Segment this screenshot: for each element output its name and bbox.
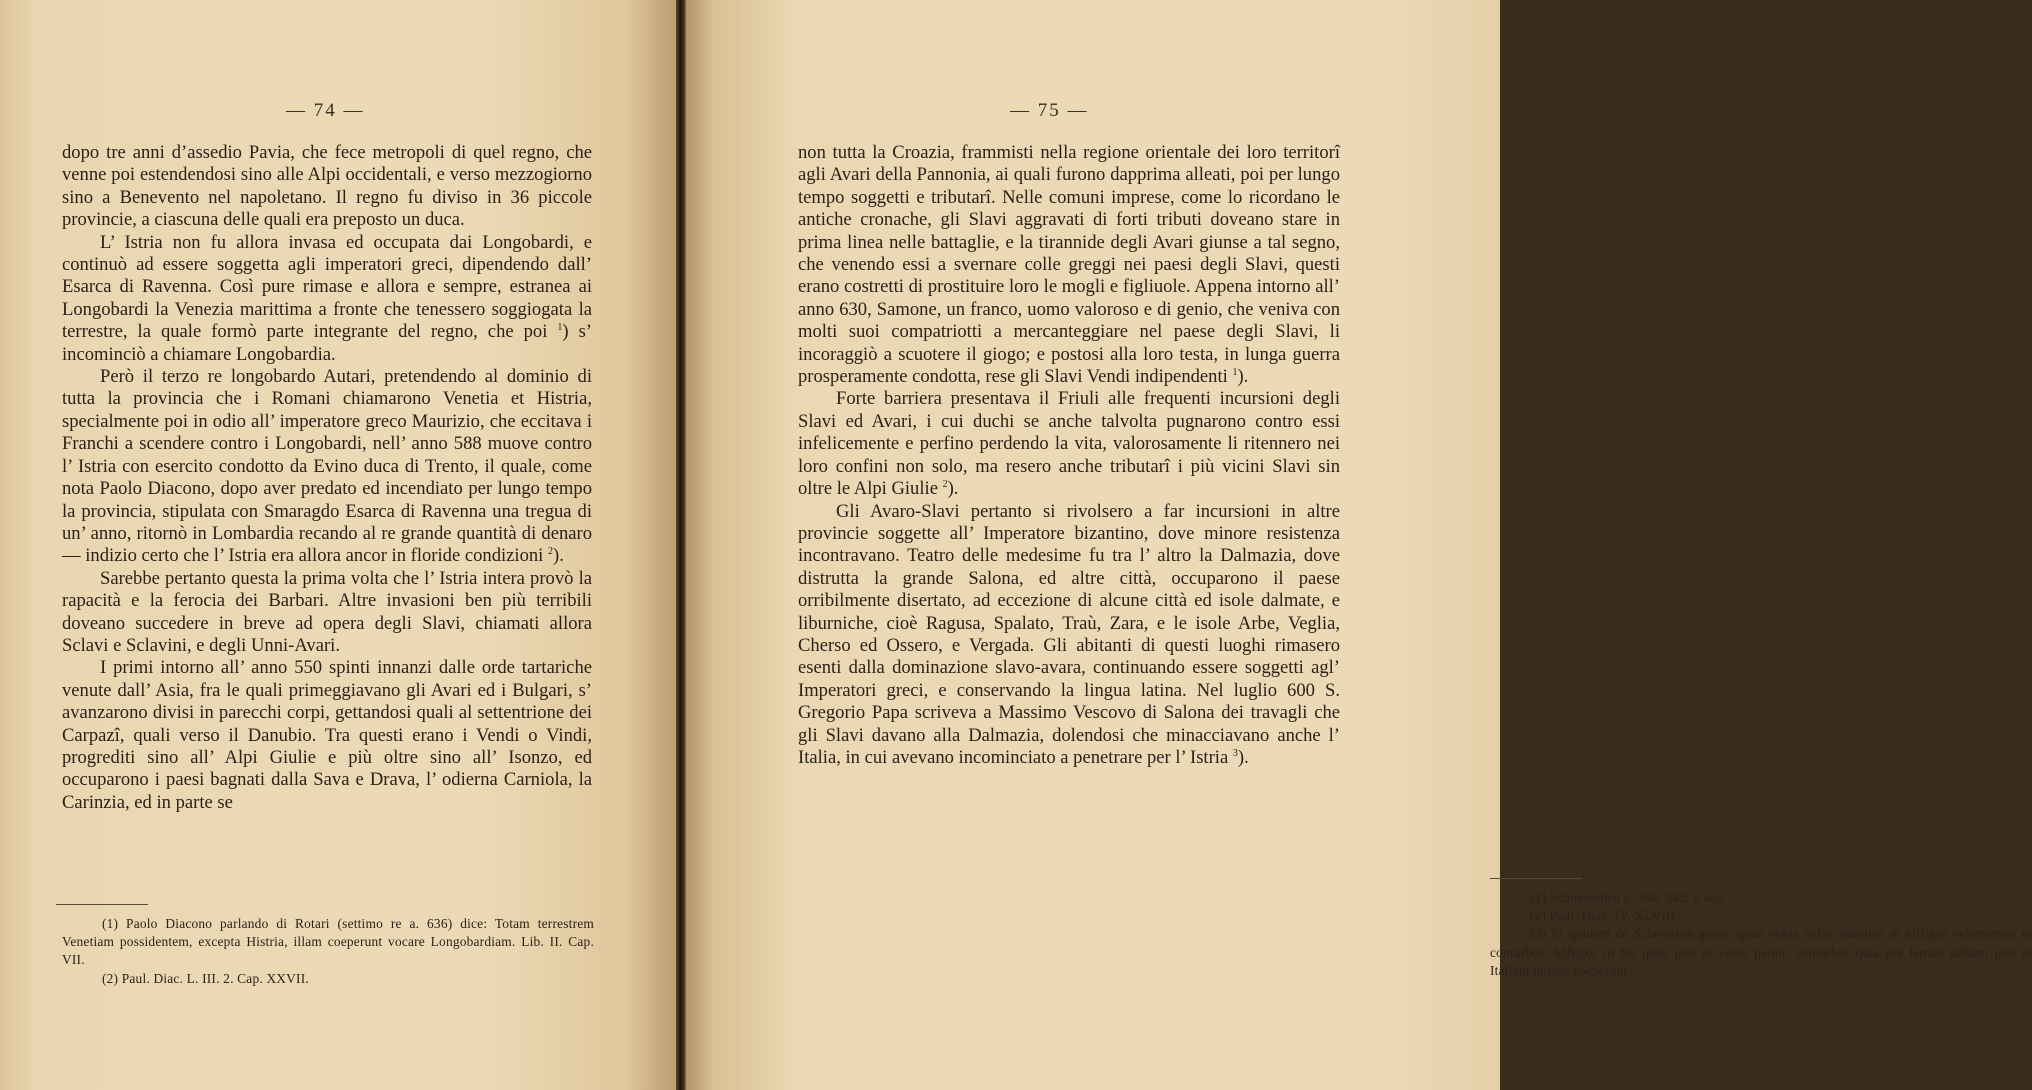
paragraph-text: ). (1237, 366, 1249, 388)
footnote-marker: 2 (548, 546, 553, 558)
right-page (680, 0, 2032, 1090)
footnote: (3) Et quidem de Sclavorum gente, quae vobis valde imminet et affligor vehementer et conturbor. Affligor in his quae jam in vobis patior, conturbor quia per Istriae aditum jam in Italiam intrare coeperunt. (1490, 926, 2032, 978)
paragraph (62, 366, 592, 568)
paragraph-text: L’ Istria non fu allora invasa ed occupata dai Longobardi, e continuò ad essere soggetta agli imperatori greci, dipendendo dall’ Esarca di Ravenna. Così pure rimase e allora e sempre, estranea ai Longobardi la Venezia marittima a fronte che tenessero soggiogata la terrestre, la quale formò parte integrante del regno, che poi (62, 231, 592, 343)
footnote-rule (1490, 878, 1582, 879)
paragraph: dopo tre anni d’assedio Pavia, che fece metropoli di quel regno, che venne poi estendendosi sino alle Alpi occidentali, e verso mezzogiorno sino a Benevento nel napoletano. Il regno fu diviso in 36 piccole provincie, a ciascuna delle quali era preposto un duca. (62, 142, 592, 231)
paragraph: L’ Istria non fu allora invasa ed occupata dai Longobardi, e continuò ad essere soggetta agli imperatori greci, dipendendo dall’ Esarca di Ravenna. Così pure rimase e allora e sempre, estranea ai Longobardi la Venezia marittima a fronte che tenessero soggiogata la terrestre, la quale formò parte integrante del regno, che poi $^1$) s’ incominciò a chiamare Longobardia. (62, 231, 592, 365)
paragraph: Sarebbe pertanto questa la prima volta che l’ Istria intera provò la rapacità e la ferocia dei Barbari. Altre invasioni ben più terribili doveano succedere in breve ad opera degli Slavi, chiamati allora Sclavi e Sclavini, e degli Unni-Avari. (62, 567, 592, 656)
paragraph: I primi intorno all’ anno 550 spinti innanzi dalle orde tartariche venute dall’ Asia, fra le quali primeggiavano gli Avari ed i Bulgari, s’ avanzarono divisi in parecchi corpi, gettandosi quali al settentrione dei Carpazî, quali verso il Danubio. Tra questi erano i Vendi o Vindi, progrediti sino all’ Alpi Giulie e più oltre sino all’ Isonzo, ed occuparono i paesi bagnati dalla Sava e Drava, l’ odierna Carniola, la Carinzia, ed in parte se (62, 657, 592, 813)
footnote-marker: 1 (557, 322, 563, 334)
footnote: (1) Schoenleben p. 340. 342. e seg. (1530, 890, 1726, 905)
paragraph-text: Forte barriera presentava il Friuli alle frequenti incursioni degli Slavi ed Avari, i cui duchi se anche talvolta pugnarono contro essi infelicemente e perfino perdendo la vita, valorosamente li ritennero nei loro confini non solo, ma resero anche tributarî i più vicini Slavi sin oltre le Alpi Giulie (798, 388, 1340, 500)
paragraph-text: ). (1237, 746, 1249, 768)
footnote: (2) Paul. Diac. IV. XLVIII. (1530, 908, 1679, 924)
paragraph (798, 501, 1340, 770)
body-text (798, 142, 1340, 769)
footnote-rule (56, 904, 148, 905)
footnote-marker: 3 (1232, 747, 1238, 759)
paragraph (798, 388, 1340, 500)
book-spine (676, 0, 686, 1090)
left-page (0, 0, 680, 1090)
page-number: — 75 — (1010, 100, 1089, 121)
paragraph-text: non tutta la Croazia, frammisti nella regione orientale dei loro territorî agli Avari della Pannonia, ai quali furono dapprima alleati, poi per lungo tempo soggetti e tributarî. Nelle comuni imprese, come lo ricordano le antiche cronache, gli Slavi aggravati di forti tributi doveano stare in prima linea nelle battaglie, e la tirannide degli Avari giunse a tal segno, che venendo essi a svernare colle greggi nei paesi degli Slavi, questi erano costretti di prostituire loro le mogli e figliuole. Appena intorno all’ anno 630, Samone, un franco, uomo valoroso e di genio, che veniva con molti suoi compatriotti a mercanteggiare nel paese degli Slavi, li incoraggiò a scuotere il giogo; e postosi alla loro testa, in lunga guerra prosperamente condotta, rese gli Slavi Vendi indipendenti (798, 142, 1340, 388)
footnote-marker: 1 (1232, 366, 1238, 378)
paragraph-text: s’ incominciò a chiamare Longobardia. (62, 321, 592, 365)
paragraph-text: Gli Avaro-Slavi pertanto si rivolsero a far incursioni in altre provincie soggette all’ Imperatore bizantino, dove minore resistenza incontravano. Teatro delle medesime fu tra l’ altro la Dalmazia, dove distrutta la grande Salona, ed altre città, occuparono il paese orribilmente disertato, ad eccezione di alcune città ed isole dalmate, e liburniche, cioè Ragusa, Spalato, Traù, Zara, e le isole Arbe, Veglia, Cherso ed Ossero, e Vergada. Gli abitanti di questi luoghi rimasero esenti dalla dominazione slavo-avara, continuando essere soggetti agl’ Imperatori greci, e conservando la lingua latina. Nel luglio 600 S. Gregorio Papa scriveva a Massimo Vescovo di Salona dei travagli che gli Slavi davano alla Dalmazia, dolendosi che minacciavano anche l’ Italia, in cui avevano incominciato a penetrare per l’ Istria (798, 500, 1340, 768)
footnote-marker: 2 (942, 478, 948, 490)
paragraph-text: Però il terzo re longobardo Autari, pretendendo al dominio di tutta la provincia che i Romani chiamarono Venetia et Histria, specialmente poi in odio all’ imperatore greco Maurizio, che eccitava i Franchi a scendere contro i Longobardi, nell’ anno 588 muove contro l’ Istria con esercito condotto da Evino duca di Trento, il quale, come nota Paolo Diacono, dopo aver predato ed incendiato per lungo tempo la provincia, stipulata con Smaragdo Esarca di Ravenna una tregua di un’ anno, ritornò in Lombardia recando al re grande quantità di denaro — indizio certo che l’ Istria era allora ancor in floride condizioni (62, 366, 592, 567)
footnotes (1490, 878, 2032, 980)
paragraph-text: ). (553, 545, 564, 567)
footnotes (62, 904, 594, 988)
footnote: (2) Paul. Diac. L. III. 2. Cap. XXVII. (102, 970, 309, 986)
footnote: (1) Paolo Diacono parlando di Rotari (settimo re a. 636) dice: Totam terrestrem Venetiam possidentem, excepta Histria, illam coeperunt vocare Longobardiam. Lib. II. Cap. VII. (62, 916, 594, 968)
paragraph (798, 142, 1340, 388)
body-text (62, 142, 592, 814)
paragraph-text: ). (947, 478, 959, 500)
page-number: — 74 — (286, 100, 365, 121)
